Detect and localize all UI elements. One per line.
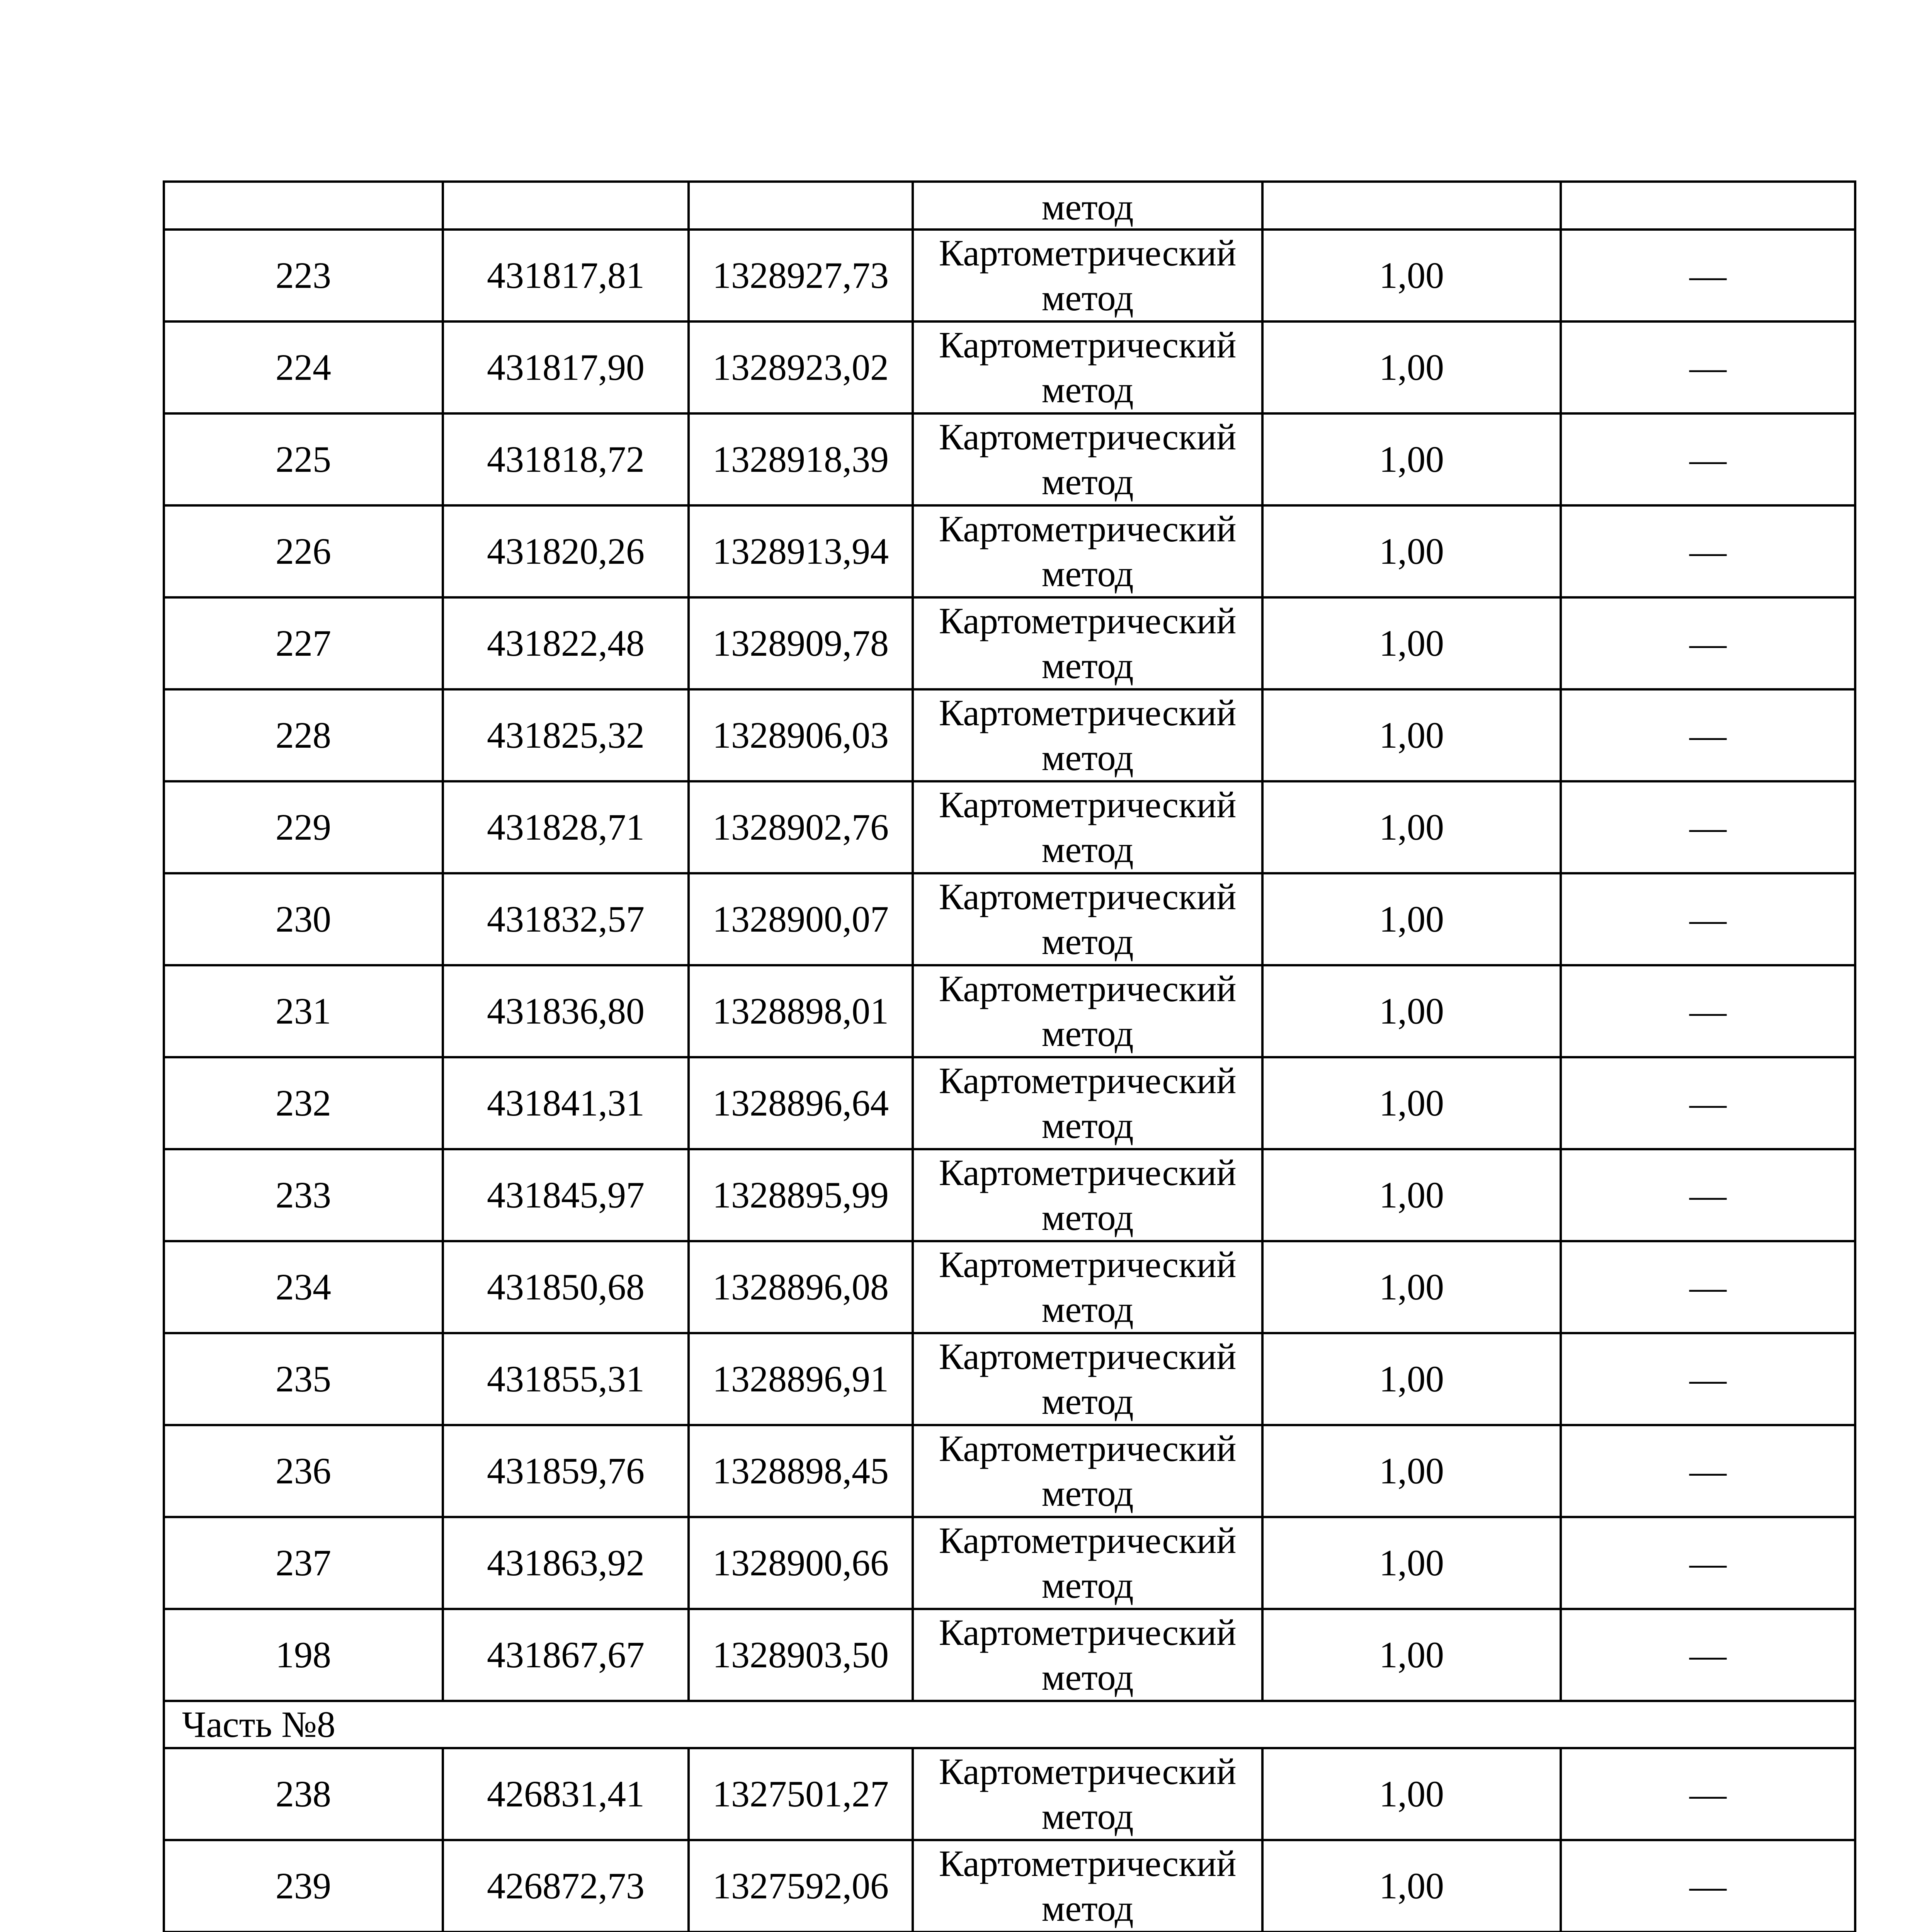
precision-cell: 1,00 [1262,1840,1561,1932]
y-coordinate-cell: 1328923,02 [689,321,913,413]
method-line: метод [1041,1013,1134,1054]
method-cell [913,1149,1262,1241]
y-coordinate-cell: 1328913,94 [689,505,913,597]
method-line: Картометрический [939,1428,1237,1469]
y-coordinate-cell: 1328895,99 [689,1149,913,1241]
method-cell [913,965,1262,1057]
point-number-cell: 223 [164,230,443,321]
dash-mark: — [1689,990,1726,1032]
table-row [164,1840,1855,1932]
x-coordinate-cell: 431836,80 [443,965,689,1057]
table-row [164,781,1855,873]
precision-cell: 1,00 [1262,505,1561,597]
point-number-cell: 228 [164,689,443,781]
method-line: метод [1041,369,1134,410]
method-cell [913,1425,1262,1517]
method-line: Картометрический [939,692,1237,733]
table-row [164,413,1855,505]
method-line: метод [1041,645,1134,686]
x-coordinate-cell: 431822,48 [443,597,689,689]
note-cell [1561,1748,1855,1840]
method-line: метод [1041,921,1134,962]
point-number-cell: 231 [164,965,443,1057]
method-line: Картометрический [939,1060,1237,1101]
note-cell [1561,1333,1855,1425]
dash-mark: — [1689,1773,1726,1815]
method-line: метод [1041,553,1134,594]
method-cell [913,873,1262,965]
table-row [164,505,1855,597]
point-number-cell: 239 [164,1840,443,1932]
table-row [164,230,1855,321]
y-coordinate-cell: 1328896,91 [689,1333,913,1425]
note-cell [1561,781,1855,873]
dash-mark: — [1689,1174,1726,1216]
method-line: метод [1041,461,1134,502]
point-number-cell: 234 [164,1241,443,1333]
note-cell [1561,1425,1855,1517]
note-cell [1561,1057,1855,1149]
table-row [164,873,1855,965]
note-cell [1561,1149,1855,1241]
x-coordinate-cell: 431863,92 [443,1517,689,1609]
dash-mark: — [1689,1266,1726,1308]
note-cell [1561,873,1855,965]
method-cell [913,230,1262,321]
method-line: Картометрический [939,1612,1237,1653]
x-coordinate-cell: 431859,76 [443,1425,689,1517]
method-cell [913,1748,1262,1840]
method-line: Картометрический [939,1751,1237,1792]
precision-cell: 1,00 [1262,781,1561,873]
dash-mark: — [1689,1450,1726,1492]
method-cell [913,413,1262,505]
y-coordinate-cell: 1328898,45 [689,1425,913,1517]
dash-mark: — [1689,439,1726,480]
dash-mark: — [1689,622,1726,664]
method-line: метод [1041,1105,1134,1146]
note-cell [1561,230,1855,321]
dash-mark: — [1689,1082,1726,1124]
dash-mark: — [1689,255,1726,296]
x-coordinate-cell: 431867,67 [443,1609,689,1701]
method-line: Картометрический [939,1520,1237,1561]
dash-mark: — [1689,1634,1726,1675]
coordinates-table [163,180,1856,1932]
dash-mark: — [1689,347,1726,388]
method-cell [913,1609,1262,1701]
note-cell [1561,1241,1855,1333]
y-coordinate-cell: 1328927,73 [689,230,913,321]
x-coordinate-cell: 431850,68 [443,1241,689,1333]
table-row [164,689,1855,781]
x-coordinate-cell: 431820,26 [443,505,689,597]
precision-cell: 1,00 [1262,873,1561,965]
method-cell [913,597,1262,689]
table-row [164,321,1855,413]
method-cell [913,1241,1262,1333]
x-coordinate-cell: 431845,97 [443,1149,689,1241]
table-row [164,1241,1855,1333]
point-number-cell: 227 [164,597,443,689]
x-coordinate-cell [443,182,689,230]
precision-cell: 1,00 [1262,1425,1561,1517]
point-number-cell: 230 [164,873,443,965]
dash-mark: — [1689,531,1726,572]
dash-mark: — [1689,1865,1726,1906]
y-coordinate-cell: 1328918,39 [689,413,913,505]
section-header-row [164,1701,1855,1748]
precision-cell: 1,00 [1262,321,1561,413]
y-coordinate-cell: 1327501,27 [689,1748,913,1840]
dash-mark: — [1689,1358,1726,1400]
method-cell [913,781,1262,873]
dash-mark: — [1689,806,1726,848]
note-cell [1561,965,1855,1057]
method-cell [913,505,1262,597]
table-row [164,1057,1855,1149]
precision-cell: 1,00 [1262,1057,1561,1149]
method-line: метод [1041,737,1134,778]
method-line: Картометрический [939,232,1237,274]
x-coordinate-cell: 431841,31 [443,1057,689,1149]
method-line: метод [1041,1796,1134,1837]
method-line: Картометрический [939,416,1237,457]
note-cell [1561,505,1855,597]
method-line: метод [1041,1381,1134,1422]
method-cell [913,321,1262,413]
point-number-cell: 235 [164,1333,443,1425]
y-coordinate-cell: 1328900,66 [689,1517,913,1609]
table-row [164,1425,1855,1517]
x-coordinate-cell: 431817,90 [443,321,689,413]
method-line: метод [1041,829,1134,870]
method-line: Картометрический [939,600,1237,641]
precision-cell: 1,00 [1262,1241,1561,1333]
method-cell [913,1057,1262,1149]
y-coordinate-cell: 1328896,64 [689,1057,913,1149]
table-row [164,1149,1855,1241]
dash-mark: — [1689,1542,1726,1583]
point-number-cell: 236 [164,1425,443,1517]
y-coordinate-cell: 1327592,06 [689,1840,913,1932]
method-line: метод [1041,1289,1134,1330]
method-line: Картометрический [939,784,1237,825]
method-cell: метод [913,182,1262,230]
precision-cell: 1,00 [1262,1748,1561,1840]
precision-cell: 1,00 [1262,1609,1561,1701]
note-cell [1561,321,1855,413]
point-number-cell [164,182,443,230]
y-coordinate-cell: 1328896,08 [689,1241,913,1333]
point-number-cell: 237 [164,1517,443,1609]
point-number-cell: 229 [164,781,443,873]
y-coordinate-cell: 1328903,50 [689,1609,913,1701]
note-cell [1561,1609,1855,1701]
method-line: метод [1041,277,1134,318]
x-coordinate-cell: 431818,72 [443,413,689,505]
method-line: метод [1041,1565,1134,1606]
precision-cell: 1,00 [1262,689,1561,781]
method-cell [913,1840,1262,1932]
x-coordinate-cell: 431855,31 [443,1333,689,1425]
precision-cell: 1,00 [1262,1517,1561,1609]
method-line: метод [1041,1197,1134,1238]
method-line: Картометрический [939,508,1237,549]
method-line: Картометрический [939,968,1237,1009]
y-coordinate-cell: 1328902,76 [689,781,913,873]
method-line: Картометрический [939,324,1237,366]
method-line: метод [1041,1473,1134,1514]
x-coordinate-cell: 431832,57 [443,873,689,965]
x-coordinate-cell: 431825,32 [443,689,689,781]
note-cell [1561,413,1855,505]
table-row [164,1517,1855,1609]
y-coordinate-cell: 1328898,01 [689,965,913,1057]
table-row [164,1748,1855,1840]
x-coordinate-cell: 426872,73 [443,1840,689,1932]
point-number-cell: 224 [164,321,443,413]
method-line: Картометрический [939,1152,1237,1193]
method-line: метод [1041,1656,1134,1698]
table-row [164,1333,1855,1425]
table-row-fragment-top [164,182,1855,230]
note-cell [1561,597,1855,689]
precision-cell: 1,00 [1262,230,1561,321]
point-number-cell: 232 [164,1057,443,1149]
method-line: Картометрический [939,1336,1237,1377]
point-number-cell: 225 [164,413,443,505]
point-number-cell: 198 [164,1609,443,1701]
precision-cell: 1,00 [1262,965,1561,1057]
x-coordinate-cell: 431817,81 [443,230,689,321]
note-cell [1561,1840,1855,1932]
precision-cell: 1,00 [1262,1149,1561,1241]
x-coordinate-cell: 431828,71 [443,781,689,873]
y-coordinate-cell [689,182,913,230]
point-number-cell: 226 [164,505,443,597]
method-line: Картометрический [939,876,1237,917]
y-coordinate-cell: 1328906,03 [689,689,913,781]
table-row [164,597,1855,689]
y-coordinate-cell: 1328900,07 [689,873,913,965]
note-cell [1561,1517,1855,1609]
method-cell [913,1517,1262,1609]
note-cell [1561,182,1855,230]
section-label: Часть №8 [164,1701,1855,1748]
point-number-cell: 238 [164,1748,443,1840]
dash-mark: — [1689,714,1726,756]
method-cell [913,1333,1262,1425]
table-row [164,1609,1855,1701]
precision-cell: 1,00 [1262,413,1561,505]
y-coordinate-cell: 1328909,78 [689,597,913,689]
table-row [164,965,1855,1057]
note-cell [1561,689,1855,781]
point-number-cell: 233 [164,1149,443,1241]
precision-cell: 1,00 [1262,597,1561,689]
method-cell [913,689,1262,781]
x-coordinate-cell: 426831,41 [443,1748,689,1840]
precision-cell: 1,00 [1262,1333,1561,1425]
method-line: Картометрический [939,1843,1237,1884]
method-line: Картометрический [939,1244,1237,1285]
method-line: метод [1041,1888,1134,1929]
precision-cell [1262,182,1561,230]
dash-mark: — [1689,898,1726,940]
